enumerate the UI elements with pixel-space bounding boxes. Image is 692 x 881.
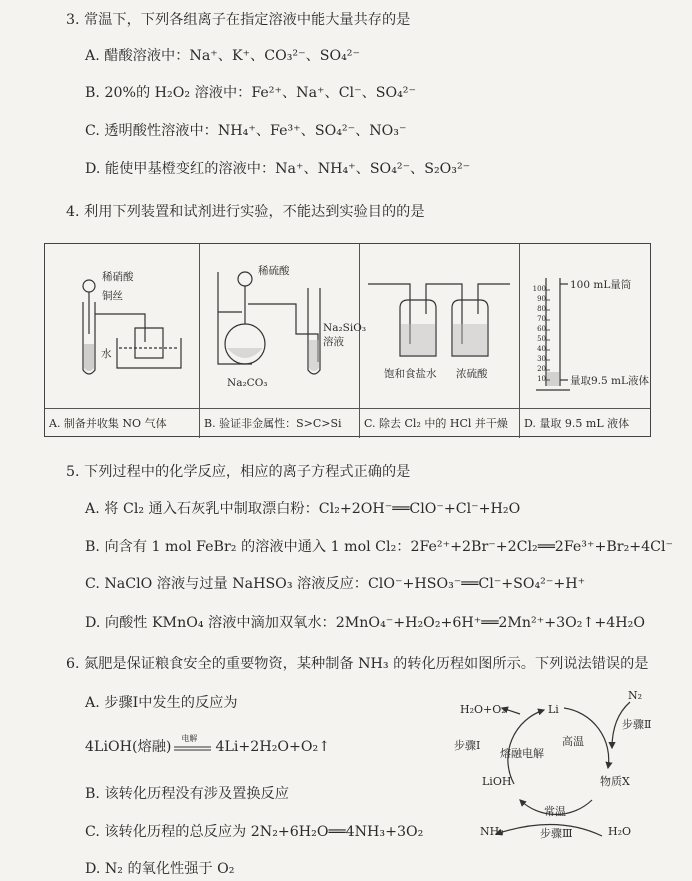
q3-option-a: A. 醋酸溶液中：Na⁺、K⁺、CO₃²⁻、SO₄²⁻ bbox=[85, 48, 360, 64]
label-molten-electrolysis: 熔融电解 bbox=[500, 747, 544, 760]
label-water: 水 bbox=[101, 348, 112, 360]
node-n2: N₂ bbox=[628, 689, 643, 702]
label-measure-9-5ml: 量取9.5 mL液体 bbox=[570, 375, 649, 387]
caption-b: B. 验证非金属性：S>C>Si bbox=[200, 408, 359, 438]
label-sodium-silicate: Na₂SiO₃ bbox=[323, 322, 367, 334]
q5-option-a: A. 将 Cl₂ 通入石灰乳中制取漂白粉：Cl₂+2OH⁻══ClO⁻+Cl⁻+H₂O bbox=[85, 501, 521, 517]
q4-apparatus-table bbox=[44, 243, 651, 437]
q5-option-b: B. 向含有 1 mol FeBr₂ 的溶液中通入 1 mol Cl₂：2Fe²⁺+2Br⁻+2Cl₂══2Fe³⁺+Br₂+4Cl⁻ bbox=[85, 539, 674, 555]
label-high-temp: 高温 bbox=[562, 735, 584, 748]
node-lioh: LiOH bbox=[482, 775, 512, 788]
apparatus-a-drawing bbox=[45, 244, 200, 408]
q5-stem: 5. 下列过程中的化学反应，相应的离子方程式正确的是 bbox=[66, 464, 411, 480]
label-sodium-carbonate: Na₂CO₃ bbox=[227, 377, 268, 389]
label-conc-sulfuric-acid: 浓硫酸 bbox=[456, 368, 488, 380]
label-copper-wire: 铜丝 bbox=[102, 290, 123, 302]
label-solution: 溶液 bbox=[323, 336, 344, 348]
q3-option-d: D. 能使甲基橙变红的溶液中：Na⁺、NH₄⁺、SO₄²⁻、S₂O₃²⁻ bbox=[85, 161, 471, 177]
q5-option-d: D. 向酸性 KMnO₄ 溶液中滴加双氧水：2MnO₄⁻+H₂O₂+6H⁺══2Mn²⁺+3O₂↑+4H₂O bbox=[85, 615, 645, 631]
node-h2o-o2: H₂O+O₂ bbox=[460, 703, 506, 716]
caption-a: A. 制备并收集 NO 气体 bbox=[45, 408, 199, 438]
q4-stem: 4. 利用下列装置和试剂进行实验，不能达到实验目的的是 bbox=[66, 204, 425, 220]
q6-option-b: B. 该转化历程没有涉及置换反应 bbox=[85, 786, 289, 802]
q4-panel-b bbox=[200, 244, 367, 438]
q6-option-c: C. 该转化历程的总反应为 2N₂+6H₂O══4NH₃+3O₂ bbox=[85, 824, 424, 840]
q6-option-a: A. 步骤Ⅰ中发生的反应为 bbox=[85, 695, 238, 711]
label-dilute-sulfuric-acid: 稀硫酸 bbox=[258, 265, 290, 277]
node-substance-x: 物质X bbox=[600, 775, 630, 788]
q3-option-c: C. 透明酸性溶液中：NH₄⁺、Fe³⁺、SO₄²⁻、NO₃⁻ bbox=[85, 123, 407, 139]
cylinder-scale: 100 90 80 70 60 50 40 30 20 10 bbox=[532, 285, 546, 383]
label-step-3: 步骤Ⅲ bbox=[540, 827, 573, 840]
q3-option-b: B. 20%的 H₂O₂ 溶液中：Fe²⁺、Na⁺、Cl⁻、SO₄²⁻ bbox=[85, 85, 416, 101]
q4-panel-c bbox=[360, 244, 520, 438]
node-h2o: H₂O bbox=[608, 825, 632, 838]
q5-option-c: C. NaClO 溶液与过量 NaHSO₃ 溶液反应：ClO⁻+HSO₃⁻══Cl⁻+SO₄²⁻+H⁺ bbox=[85, 576, 586, 592]
node-nh3: NH₃ bbox=[480, 825, 504, 838]
q4-panel-d bbox=[520, 244, 650, 438]
caption-d: D. 量取 9.5 mL 液体 bbox=[520, 408, 650, 438]
q4-panel-a bbox=[45, 244, 200, 438]
label-step-2: 步骤Ⅱ bbox=[622, 718, 652, 731]
nitrogen-fixation-cycle bbox=[452, 688, 670, 848]
label-dilute-nitric-acid: 稀硝酸 bbox=[102, 271, 134, 283]
electrolysis-arrow: 电解 bbox=[181, 734, 198, 743]
q6-option-d: D. N₂ 的氧化性强于 O₂ bbox=[85, 861, 235, 877]
caption-c: C. 除去 Cl₂ 中的 HCl 并干燥 bbox=[360, 408, 519, 438]
node-li: Li bbox=[548, 703, 559, 716]
label-100ml-cylinder: 100 mL量筒 bbox=[570, 279, 632, 291]
q6-stem: 6. 氮肥是保证粮食安全的重要物资，某种制备 NH₃ 的转化历程如图所示。下列说法错误的是 bbox=[66, 656, 649, 672]
label-step-1: 步骤Ⅰ bbox=[454, 739, 481, 752]
label-saturated-brine: 饱和食盐水 bbox=[384, 368, 437, 380]
q3-stem: 3. 常温下，下列各组离子在指定溶液中能大量共存的是 bbox=[66, 12, 411, 28]
q6-equation: 4LiOH(熔融) 电解 4Li+2H₂O+O₂↑ bbox=[85, 734, 331, 755]
label-room-temp: 常温 bbox=[544, 805, 566, 818]
apparatus-c-drawing bbox=[360, 244, 520, 408]
